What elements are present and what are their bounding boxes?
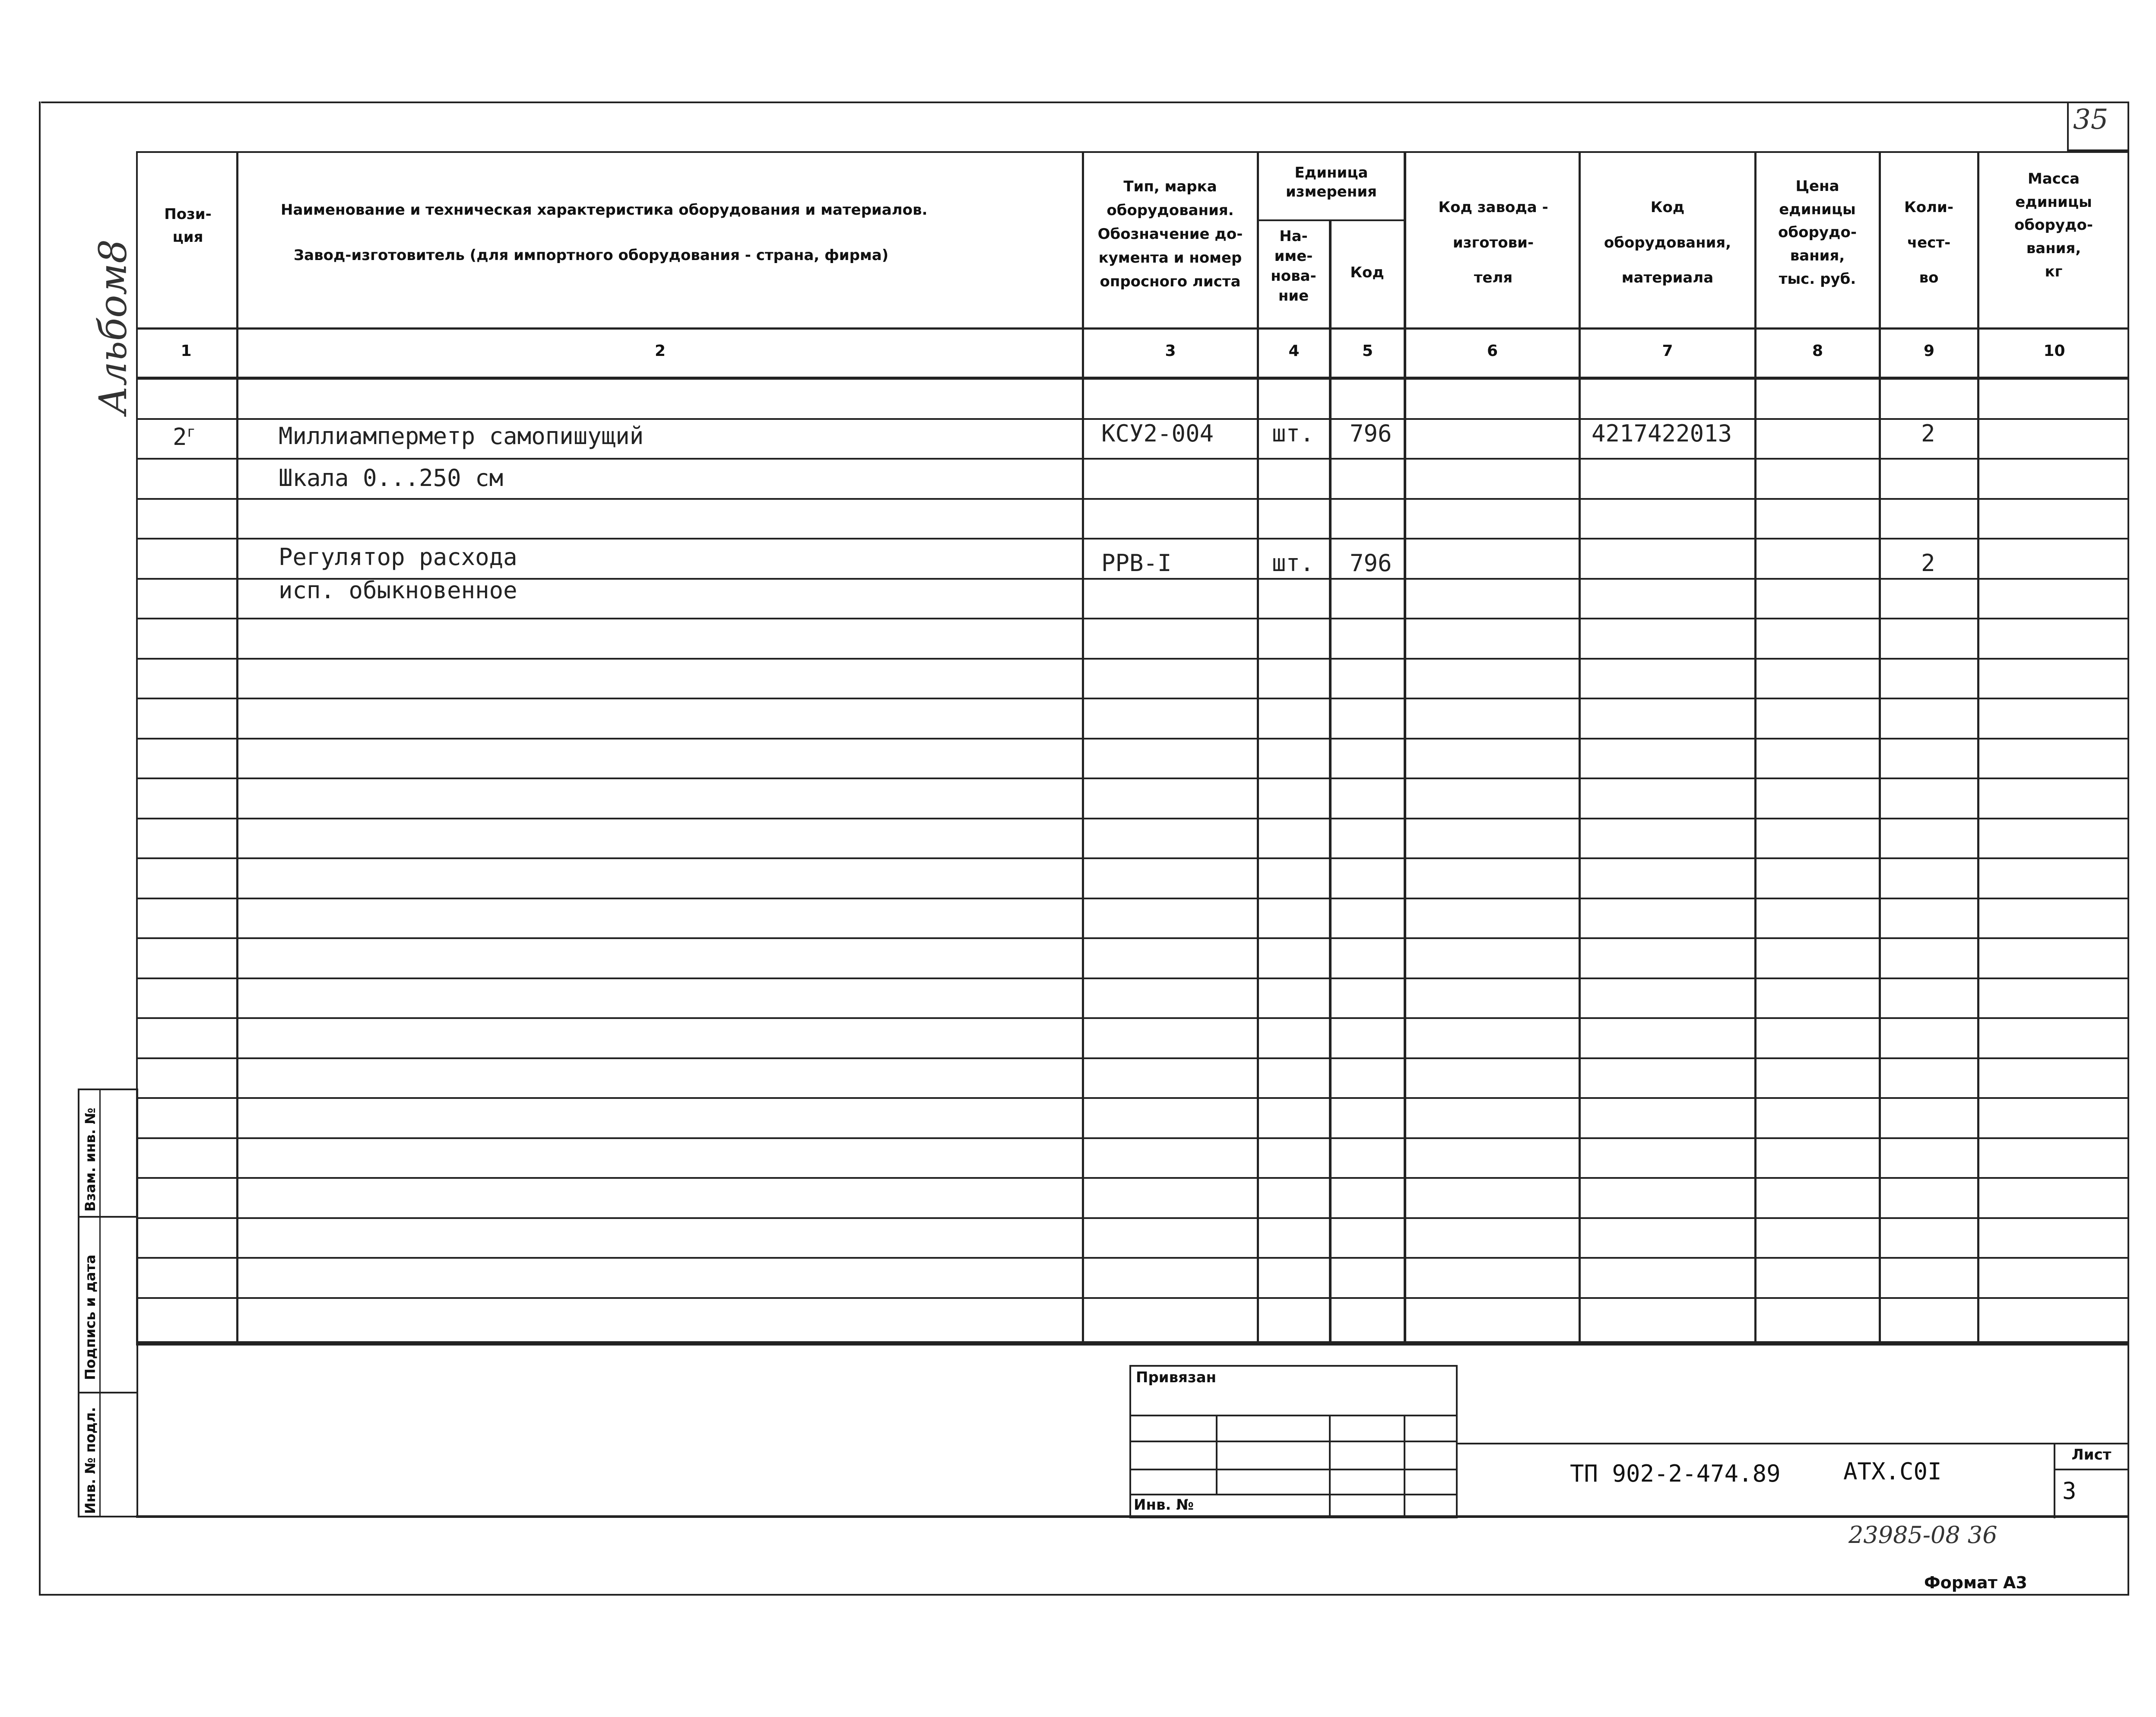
header-unit-name: На- име- нова- ние [1271,228,1316,305]
title-top-line [1458,1443,2129,1444]
header-factory-code: Код завода - изготови- теля [1438,199,1548,287]
col-line-8 [1879,151,1881,1346]
header-unit-code: Код [1350,264,1384,281]
colnum-8: 8 [1812,342,1823,360]
format-label: Формат А3 [1924,1573,2027,1592]
outer-bottom-line [39,1594,2129,1596]
header-name-line1: Наименование и техническая характеристика оборудования и материалов. [281,201,928,219]
row1-type: КСУ2-004 [1101,420,1214,447]
column-numbers-bottom-line [136,377,2129,380]
row1-equipment-code: 4217422013 [1592,420,1732,447]
outer-top-line [41,102,2118,103]
header-equipment-code: Код оборудования, материала [1604,199,1731,287]
colnum-2: 2 [654,342,666,360]
col-line-6 [1579,151,1581,1346]
row3-type: РРВ-I [1101,549,1172,577]
colnum-9: 9 [1923,342,1935,360]
colnum-4: 4 [1288,342,1300,360]
row3-quantity: 2 [1921,549,1935,577]
header-name-line2: Завод-изготовитель (для импортного оборудования - страна, фирма) [294,247,889,264]
doc-code: ТП 902-2-474.89 [1570,1460,1781,1487]
row1-unit-code: 796 [1350,420,1392,447]
sheet-number-handwritten: 35 [2073,104,2108,136]
header-unit-group: Единица измерения [1286,164,1377,201]
row3-name: Регулятор расхода [279,543,517,571]
colnum-6: 6 [1487,342,1498,360]
col-line-1 [236,151,238,1346]
row3-unit: шт. [1272,549,1314,577]
colnum-5: 5 [1362,342,1373,360]
sheet-value: 3 [2062,1477,2077,1504]
album-label: Альбом8 [91,239,135,415]
row2-name: Шкала 0...250 см [279,464,504,492]
binding-vline-1 [1216,1415,1218,1494]
side-stamp-inner-line [99,1089,101,1517]
col-line-9 [1977,151,1979,1346]
outer-left-line [39,102,41,1595]
main-table [136,151,2129,1346]
row1-position: $2^г$ [173,423,196,451]
doc-mark: АТХ.С0I [1843,1458,1942,1485]
header-bottom-line [136,327,2129,330]
binding-line-1 [1129,1415,1458,1416]
header-price: Цена единицы оборудо- вания, тыс. руб. [1778,178,1857,288]
binding-vline-3 [1404,1415,1405,1518]
binding-line-3 [1129,1469,1458,1470]
side-stamp-divider [78,1392,138,1393]
bound-label: Привязан [1136,1369,1217,1386]
row4-name: исп. обыкновенное [279,577,517,604]
colnum-1: 1 [181,342,192,360]
footer-handwritten: 23985-08 36 [1848,1521,1997,1549]
row1-unit: шт. [1272,420,1314,447]
col-line-3 [1257,151,1259,1346]
side-stamp-field-2: Подпись и дата [82,1254,98,1380]
colnum-7: 7 [1662,342,1673,360]
col-line-7 [1754,151,1757,1346]
body-bottom-line [136,1341,2129,1344]
sheet-box-mid [2054,1469,2129,1470]
colnum-10: 10 [2043,342,2065,360]
side-stamp-field-1: Взам. инв. № [82,1108,98,1212]
sheet-label: Лист [2071,1446,2112,1463]
header-type: Тип, марка оборудования. Обозначение до- кумента и номер опросного листа [1097,178,1243,291]
col-line-2 [1082,151,1084,1346]
unit-group-line [1257,219,1406,221]
inv-label: Инв. № [1134,1496,1194,1514]
row1-name: Миллиамперметр самопишущий [279,422,644,450]
row3-unit-code: 796 [1350,549,1392,577]
colnum-3: 3 [1165,342,1176,360]
side-stamp-divider [78,1216,138,1218]
header-quantity: Коли- чест- во [1904,199,1953,287]
binding-vline-2 [1329,1415,1331,1518]
header-mass: Масса единицы оборудо- вания, кг [2014,170,2093,280]
row1-quantity: 2 [1921,420,1935,447]
sheet-box-left [2054,1443,2055,1518]
binding-line-2 [1129,1441,1458,1442]
header-position: Пози- ция [164,206,212,246]
side-stamp-field-3: Инв. № подл. [82,1407,98,1514]
col-line-5 [1404,151,1406,1346]
